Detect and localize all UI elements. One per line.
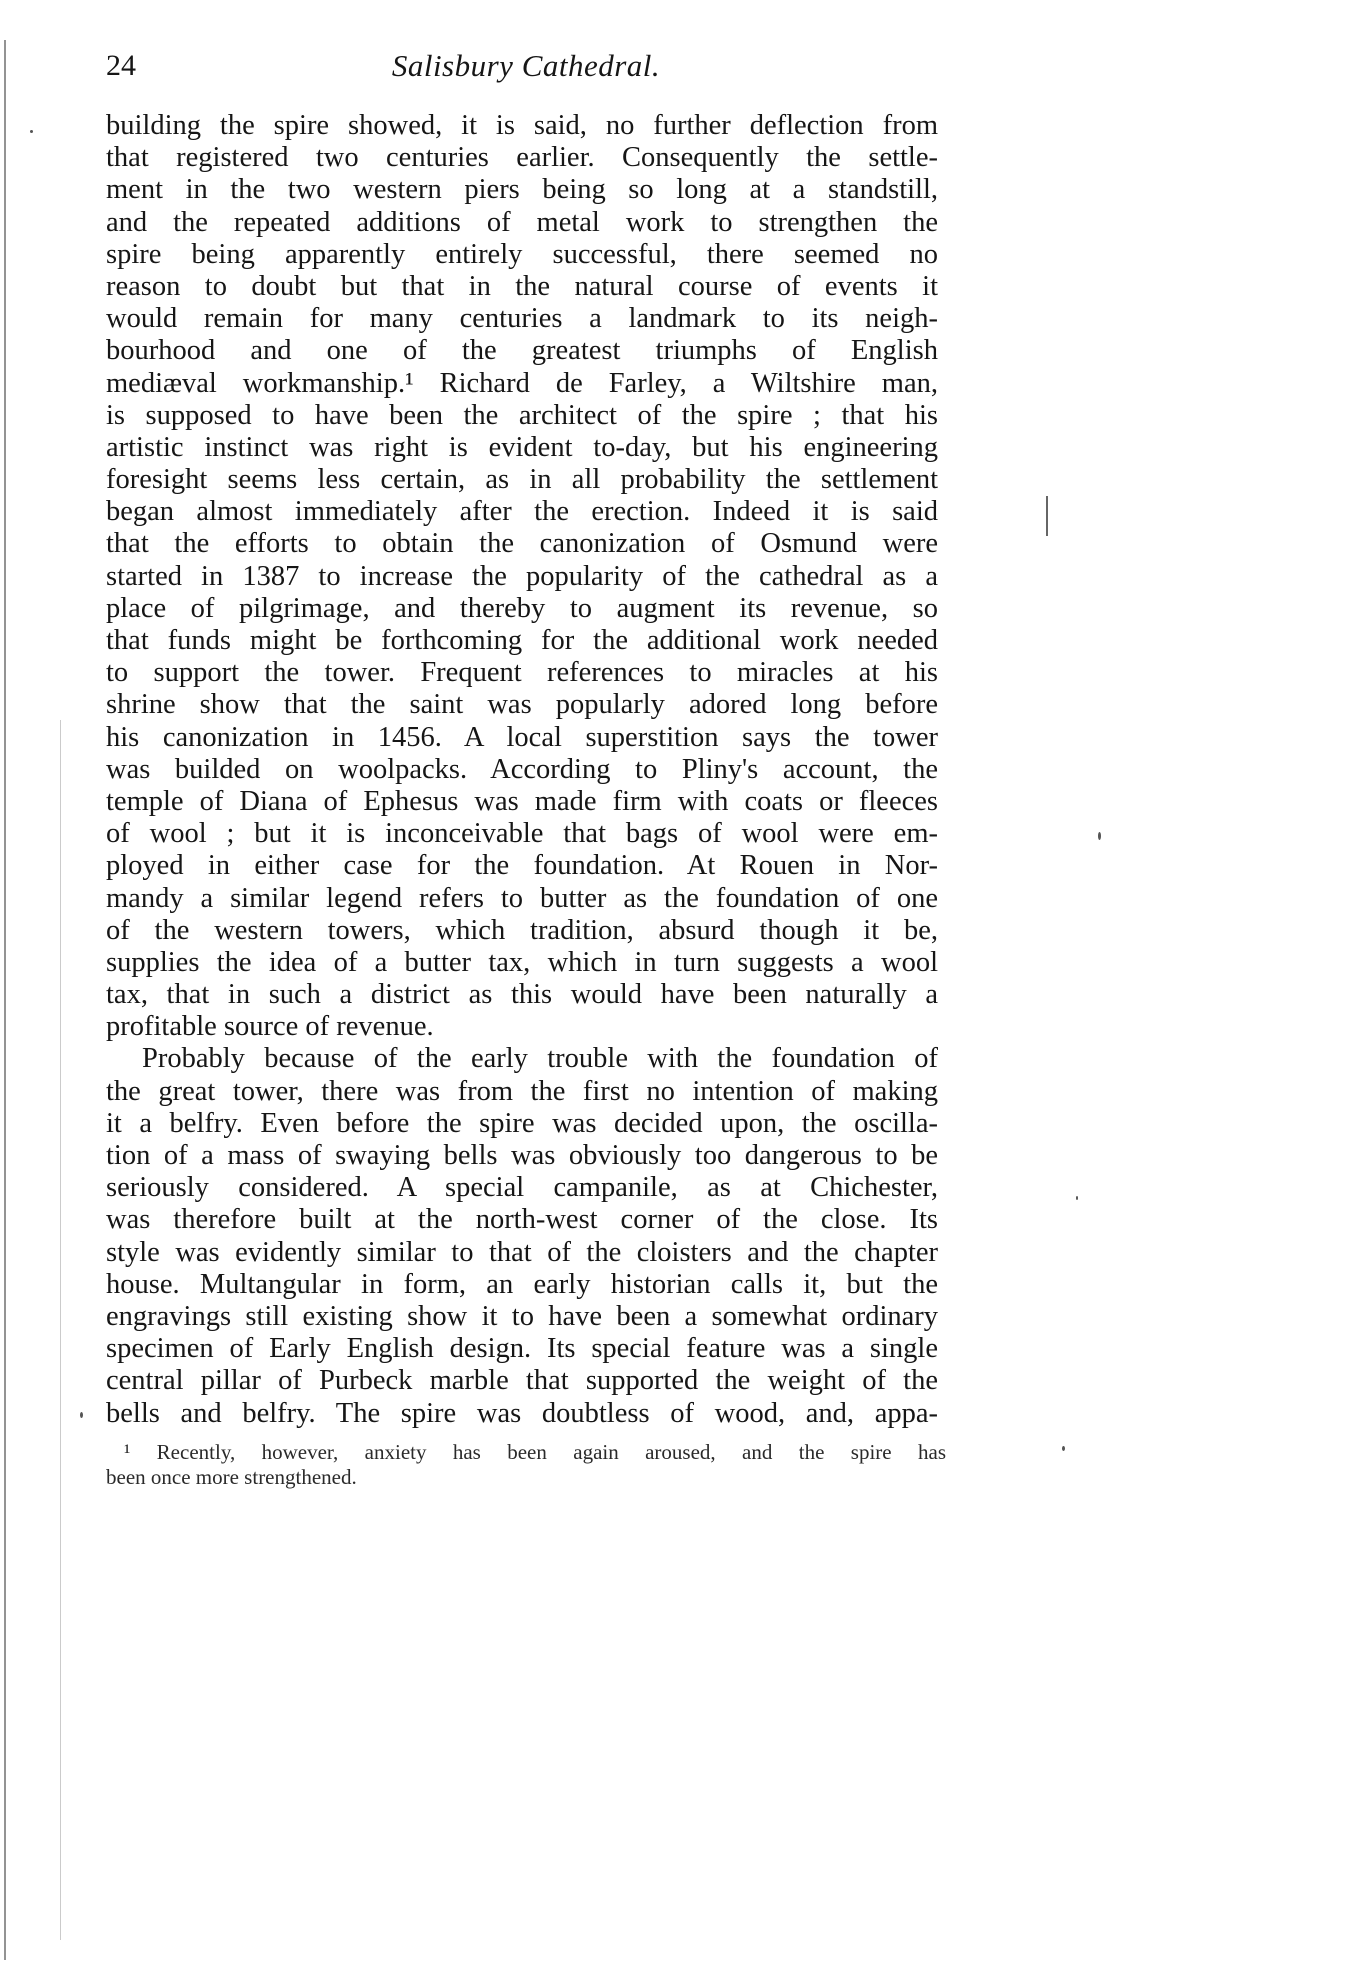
text-line: temple of Diana of Ephesus was made firm with coats or fleeces: [106, 785, 938, 817]
text-line: supplies the idea of a butter tax, which in turn suggests a wool: [106, 946, 938, 978]
text-line: tax, that in such a district as this would have been naturally a: [106, 979, 938, 1011]
text-line: started in 1387 to increase the popularity of the cathedral as a: [106, 560, 938, 592]
text-line: was therefore built at the north-west corner of the close. Its: [106, 1204, 938, 1236]
body-text: [106, 110, 938, 1430]
text-line: that the efforts to obtain the canonization of Osmund were: [106, 528, 938, 560]
text-line: mandy a similar legend refers to butter as the foundation of one: [106, 882, 938, 914]
text-line: seriously considered. A special campanile, as at Chichester,: [106, 1172, 938, 1204]
text-line: was builded on woolpacks. According to Pliny's account, the: [106, 753, 938, 785]
text-line: place of pilgrimage, and thereby to augment its revenue, so: [106, 592, 938, 624]
scan-speck: [1076, 1196, 1078, 1200]
text-line: the great tower, there was from the first no intention of making: [106, 1075, 938, 1107]
text-line: his canonization in 1456. A local superstition says the tower: [106, 721, 938, 753]
text-line: mediæval workmanship.¹ Richard de Farley, a Wiltshire man,: [106, 367, 938, 399]
text-line: of wool ; but it is inconceivable that bags of wool were em-: [106, 818, 938, 850]
footnote-line: ¹ Recently, however, anxiety has been again aroused, and the spire has: [124, 1440, 946, 1464]
scan-speck: [1062, 1446, 1065, 1451]
text-line: style was evidently similar to that of the cloisters and the chapter: [106, 1236, 938, 1268]
text-line: bourhood and one of the greatest triumphs of English: [106, 335, 938, 367]
text-line: that funds might be forthcoming for the additional work needed: [106, 625, 938, 656]
text-line: shrine show that the saint was popularly adored long before: [106, 689, 938, 721]
scan-speck: [80, 1412, 83, 1418]
page-number: 24: [106, 49, 136, 82]
scan-speck: [1098, 832, 1101, 840]
footnote-line: been once more strengthened.: [106, 1465, 357, 1489]
text-line: ment in the two western piers being so long at a standstill,: [106, 174, 938, 206]
scan-speck: [30, 130, 33, 133]
footnote: [106, 1440, 946, 1490]
text-line: began almost immediately after the erection. Indeed it is said: [106, 496, 938, 528]
text-line: reason to doubt but that in the natural course of events it: [106, 270, 938, 302]
text-line: artistic instinct was right is evident to-day, but his engineering: [106, 431, 938, 463]
text-line: building the spire showed, it is said, no further deflection from: [106, 110, 938, 141]
text-line: house. Multangular in form, an early historian calls it, but the: [106, 1268, 938, 1300]
scan-artifact-mark: [1046, 496, 1048, 536]
text-line: that registered two centuries earlier. Consequently the settle-: [106, 142, 938, 174]
text-line: tion of a mass of swaying bells was obviously too dangerous to be: [106, 1140, 938, 1171]
page-edge-shadow: [4, 40, 6, 1960]
text-line: it a belfry. Even before the spire was decided upon, the oscilla-: [106, 1107, 938, 1139]
text-line: and the repeated additions of metal work to strengthen the: [106, 206, 938, 238]
text-line: spire being apparently entirely successful, there seemed no: [106, 238, 938, 270]
text-line: engravings still existing show it to have been a somewhat ordinary: [106, 1300, 938, 1332]
text-line: foresight seems less certain, as in all probability the settlement: [106, 464, 938, 496]
text-line: ployed in either case for the foundation. At Rouen in Nor-: [106, 850, 938, 882]
text-line: to support the tower. Frequent references to miracles at his: [106, 657, 938, 689]
running-title: Salisbury Cathedral.: [391, 48, 661, 83]
text-line: profitable source of revenue.: [106, 1011, 434, 1043]
text-line: Probably because of the early trouble with the foundation of: [142, 1043, 938, 1075]
text-line: central pillar of Purbeck marble that supported the weight of the: [106, 1365, 938, 1397]
text-line: would remain for many centuries a landmark to its neigh-: [106, 303, 938, 335]
page-edge-shadow-inner: [60, 720, 61, 1940]
page-header: [106, 44, 946, 88]
text-line: is supposed to have been the architect of the spire ; that his: [106, 399, 938, 431]
text-line: bells and belfry. The spire was doubtless of wood, and, appa-: [106, 1397, 938, 1429]
text-line: of the western towers, which tradition, absurd though it be,: [106, 914, 938, 946]
text-line: specimen of Early English design. Its special feature was a single: [106, 1333, 938, 1365]
